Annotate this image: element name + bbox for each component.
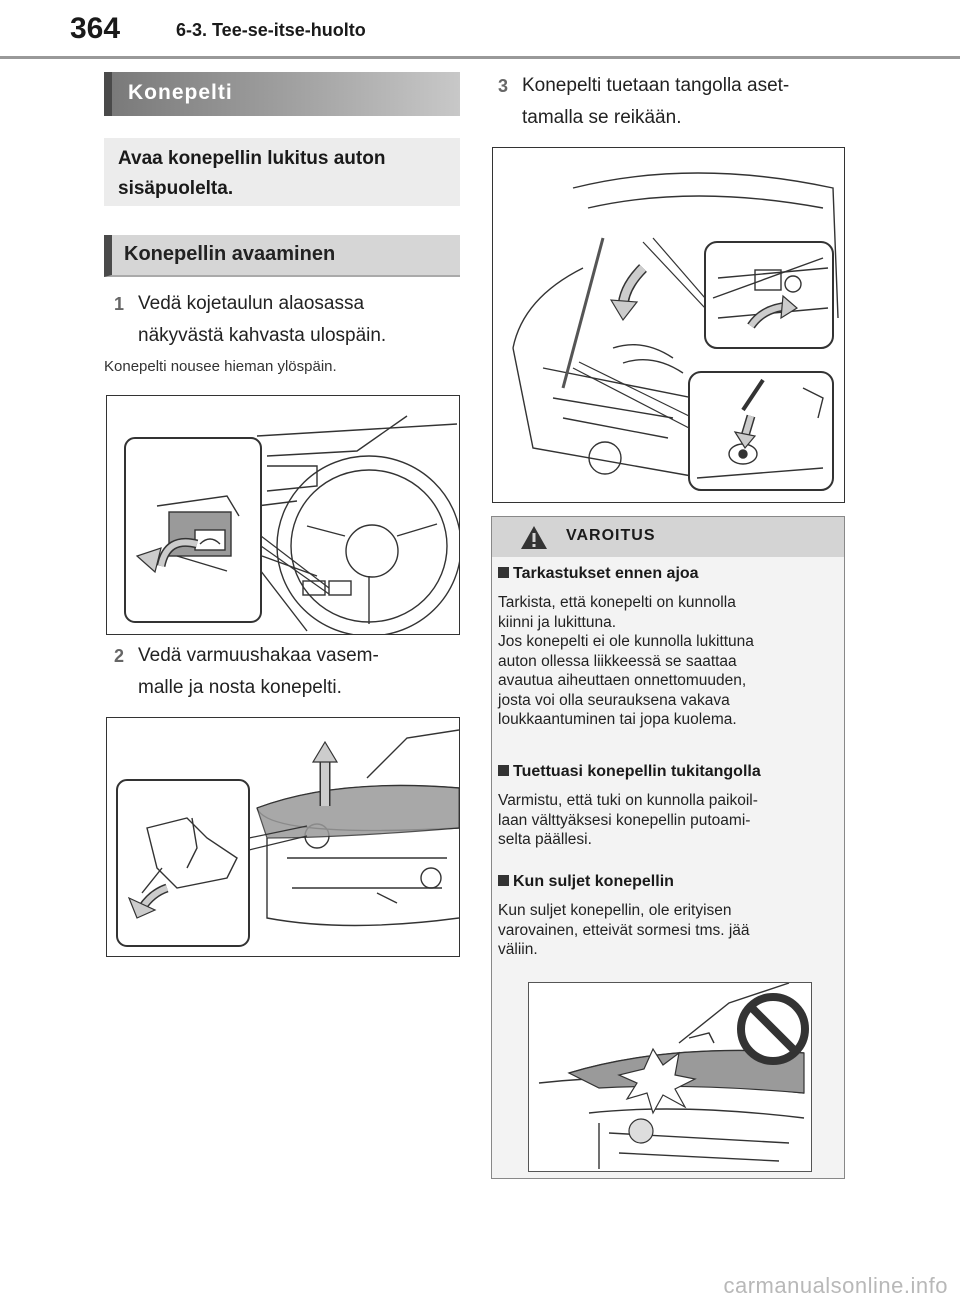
step-number: 2 — [114, 646, 125, 666]
illustration-support-rod — [492, 147, 845, 503]
square-bullet-icon — [498, 875, 509, 886]
warning-box — [491, 516, 845, 1179]
intro-box: Avaa konepellin lukitus auton sisäpuolelta. — [104, 138, 460, 206]
warning-item-heading: Kun suljet konepellin — [498, 873, 674, 891]
section-title: Konepelti — [128, 81, 233, 104]
warning-item-heading: Tuettuasi konepellin tukitangolla — [498, 763, 761, 781]
warning-item-text: Tarkista, että konepelti on kunnolla kiinni ja lukittuna. Jos konepelti ei ole kunnolla lukittuna auton ollessa liikkeessä se saattaa avautua aiheuttaen onnettomuuden, josta voi olla seurauksena vakava loukkaantuminen tai jopa kuolema. — [498, 594, 754, 728]
step-text-line: Konepelti tuetaan tangolla aset- — [522, 75, 790, 96]
illustration-dashboard-release — [106, 395, 460, 635]
step-number: 3 — [498, 76, 509, 96]
step-text-line: tamalla se reikään. — [522, 107, 682, 128]
step-number: 1 — [114, 294, 125, 314]
step-note: Konepelti nousee hieman ylöspäin. — [104, 358, 337, 375]
warning-item-heading: Tarkastukset ennen ajoa — [498, 565, 699, 583]
warning-item-text: Kun suljet konepellin, ole erityisen varovainen, etteivät sormesi tms. jää väliin. — [498, 902, 750, 958]
illustration-safety-catch — [106, 717, 460, 957]
step-text-line: Vedä kojetaulun alaosassa — [138, 293, 365, 314]
step-text-line: malle ja nosta konepelti. — [138, 677, 342, 698]
step-text-line: näkyvästä kahvasta ulospäin. — [138, 325, 387, 346]
step-3 — [498, 70, 852, 134]
section-label: 6-3. Tee-se-itse-huolto — [176, 20, 366, 40]
watermark: carmanualsonline.info — [723, 1273, 948, 1298]
step-2 — [114, 640, 468, 704]
square-bullet-icon — [498, 567, 509, 578]
warning-triangle-icon — [520, 525, 548, 550]
header-rule — [0, 56, 960, 59]
subsection-title: Konepellin avaaminen — [124, 243, 336, 265]
section-title-bar — [104, 72, 460, 116]
page-number: 364 — [70, 12, 121, 45]
warning-item-text: Varmistu, että tuki on kunnolla paikoil- laan välttyäksesi konepellin putoami- selta päällesi. — [498, 792, 758, 848]
step-text-line: Vedä varmuushakaa vasem- — [138, 645, 379, 666]
warning-header — [492, 517, 844, 557]
warning-title: VAROITUS — [566, 527, 656, 544]
square-bullet-icon — [498, 765, 509, 776]
step-1 — [114, 288, 468, 352]
subsection-title-bar — [104, 235, 460, 277]
illustration-hood-pinch-warning — [528, 982, 812, 1172]
